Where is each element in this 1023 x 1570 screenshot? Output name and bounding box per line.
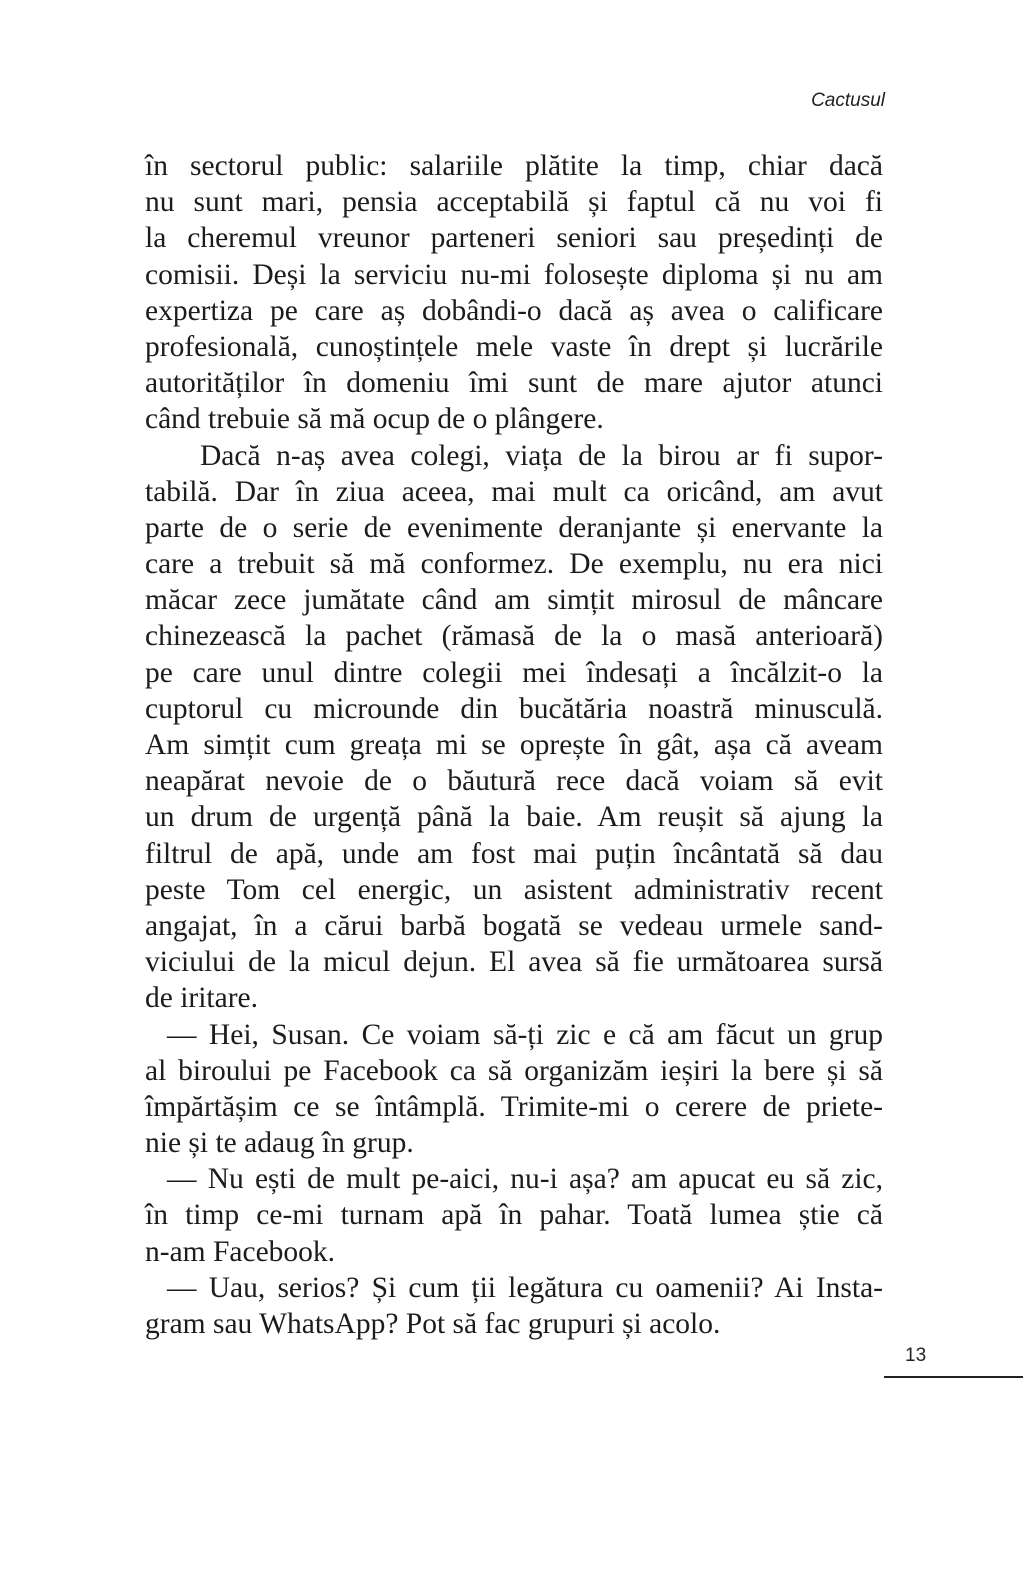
- text-line: care a trebuit să mă conformez. De exemplu, nu era nici: [145, 548, 883, 581]
- text-line: profesională, cunoștințele mele vaste în drept și lucrările: [145, 330, 883, 363]
- text-line: un drum de urgență până la baie. Am reușit să ajung la: [145, 801, 883, 834]
- dialogue-first-line: — Nu ești de mult pe-aici, nu-i așa? am apucat eu să zic,: [167, 1163, 883, 1196]
- text-line: împărtășim ce se întâmplă. Trimite-mi o cerere de priete-: [145, 1090, 883, 1123]
- text-line: când trebuie să mă ocup de o plângere.: [145, 403, 604, 436]
- paragraph-first-line: Dacă n-aș avea colegi, viața de la birou ar fi supor-: [200, 439, 883, 472]
- text-line: filtrul de apă, unde am fost mai puțin încântată să dau: [145, 837, 883, 870]
- footer-rule: [884, 1376, 1023, 1378]
- text-line: viciului de la micul dejun. El avea să fie următoarea sursă: [145, 946, 883, 979]
- dialogue-first-line: — Hei, Susan. Ce voiam să-ți zic e că am făcut un grup: [167, 1018, 883, 1051]
- text-line: nu sunt mari, pensia acceptabilă și faptul că nu voi fi: [145, 186, 883, 219]
- text-line: peste Tom cel energic, un asistent administrativ recent: [145, 873, 883, 906]
- text-line: expertiza pe care aș dobândi-o dacă aș avea o calificare: [145, 294, 883, 327]
- text-line: neapărat nevoie de o băutură rece dacă voiam să evit: [145, 765, 883, 798]
- text-line: de iritare.: [145, 982, 259, 1015]
- text-line: cuptorul cu microunde din bucătăria noastră minusculă.: [145, 692, 883, 725]
- running-title: Cactusul: [811, 90, 885, 111]
- text-line: Am simțit cum greața mi se oprește în gât, așa că aveam: [145, 729, 883, 761]
- text-line: în sectorul public: salariile plătite la timp, chiar dacă: [145, 150, 883, 182]
- text-line: măcar zece jumătate când am simțit mirosul de mâncare: [145, 584, 883, 617]
- text-line: tabilă. Dar în ziua aceea, mai mult ca oricând, am avut: [145, 475, 883, 508]
- text-line: gram sau WhatsApp? Pot să fac grupuri și acolo.: [145, 1308, 721, 1340]
- body-text: [145, 148, 883, 1342]
- dialogue-first-line: — Uau, serios? Și cum ții legătura cu oamenii? Ai Insta-: [167, 1271, 883, 1304]
- text-line: comisii. Deși la serviciu nu-mi folosește diploma și nu am: [145, 258, 883, 291]
- text-line: n-am Facebook.: [145, 1235, 336, 1268]
- text-line: parte de o serie de evenimente deranjante și enervante la: [145, 511, 883, 544]
- text-line: la cheremul vreunor parteneri seniori sau președinți de: [145, 222, 883, 255]
- text-line: autorităților în domeniu îmi sunt de mare ajutor atunci: [145, 367, 883, 400]
- text-line: pe care unul dintre colegii mei îndesați a încălzit-o la: [145, 656, 883, 689]
- text-line: în timp ce-mi turnam apă în pahar. Toată lumea știe că: [145, 1199, 883, 1232]
- text-line: angajat, în a cărui barbă bogată se vedeau urmele sand-: [145, 909, 883, 942]
- text-line: chinezească la pachet (rămasă de la o masă anterioară): [145, 620, 883, 653]
- text-line: al biroului pe Facebook ca să organizăm ieșiri la bere și să: [145, 1054, 883, 1087]
- text-line: nie și te adaug în grup.: [145, 1127, 414, 1160]
- page-number: 13: [905, 1345, 927, 1366]
